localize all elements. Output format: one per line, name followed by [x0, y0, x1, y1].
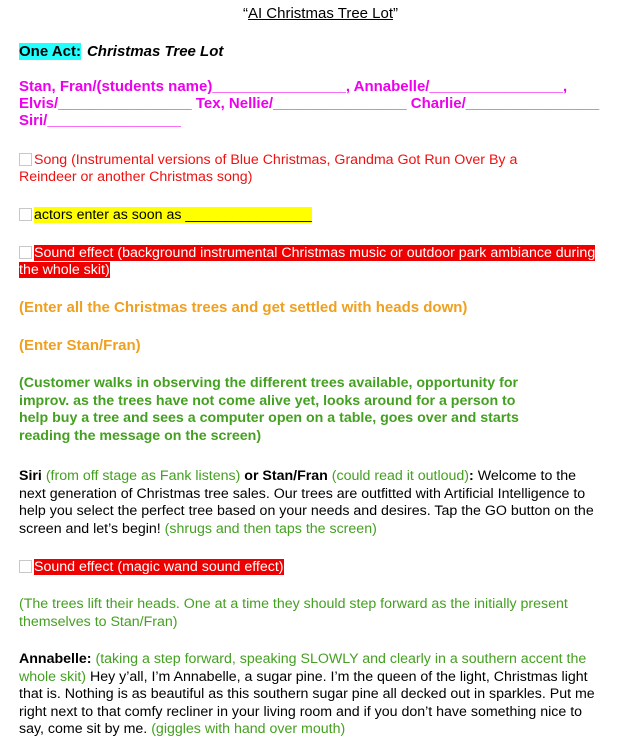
annabelle-dialogue: Annabelle: (taking a step forward, speaking SLOWLY and clearly in a southern accent the whole skit) Hey y’all, I’m Annabelle, a sugar pine. I’m the queen of the light, Christmas light that is. Nothing is as beautiful as this southern sugar pine all decked out in sparkles. Put me right next to that comfy recliner in your living room and if you don’t have something nice to say, come sit by me. (giggles with hand over mouth)	[19, 651, 595, 737]
one-act-name: Christmas Tree Lot	[86, 43, 224, 60]
document-title: “AI Christmas Tree Lot”	[242, 5, 399, 22]
cast-line-1: Stan, Fran/(students name)________________, Annabelle/________________,	[19, 78, 568, 95]
enter-stan-direction: (Enter Stan/Fran)	[19, 337, 141, 354]
title-text: AI Christmas Tree Lot	[247, 5, 394, 22]
one-act-label: One Act:	[19, 43, 81, 60]
cast-line-2: Elvis/________________ Tex, Nellie/________________ Charlie/________________	[19, 95, 600, 112]
sound-effect-2-checkbox[interactable]	[19, 560, 32, 573]
siri-dialogue: Siri (from off stage as Fank listens) or Stan/Fran (could read it outloud): Welcome to the next generation of Christmas tree sales. Our trees are outfitted with Artificial Intelligence to help you select the perfect tree based on your needs and desires. Tap the GO button on the screen and let’s begin! (shrugs and then taps the screen)	[19, 468, 594, 537]
cast-list	[19, 78, 634, 129]
enter-trees-direction: (Enter all the Christmas trees and get settled with heads down)	[19, 299, 468, 316]
siri-speaker: Siri	[19, 468, 42, 484]
customer-direction: (Customer walks in observing the different trees available, opportunity for improv. as the trees have not come alive yet, looks around for a person to help buy a tree and sees a computer open on a table, goes over and starts reading the message on the screen)	[19, 375, 519, 444]
actors-enter-cue: actors enter as soon as ________________	[19, 207, 312, 224]
sound-effect-1-checkbox[interactable]	[19, 246, 32, 259]
trees-lift-direction: (The trees lift their heads. One at a time they should step forward as the initially present themselves to Stan/Fran)	[19, 596, 568, 630]
song-checkbox[interactable]	[19, 153, 32, 166]
sound-effect-cue-2: Sound effect (magic wand sound effect)	[19, 559, 284, 576]
annabelle-speaker: Annabelle:	[19, 651, 92, 667]
one-act-heading	[19, 43, 223, 60]
actors-enter-checkbox[interactable]	[19, 208, 32, 221]
cast-line-3: Siri/________________	[19, 112, 181, 129]
sound-effect-cue-1: Sound effect (background instrumental Christmas music or outdoor park ambiance during the whole skit)	[19, 245, 596, 278]
song-cue: Song (Instrumental versions of Blue Christmas, Grandma Got Run Over By a Reindeer or another Christmas song)	[19, 152, 518, 185]
